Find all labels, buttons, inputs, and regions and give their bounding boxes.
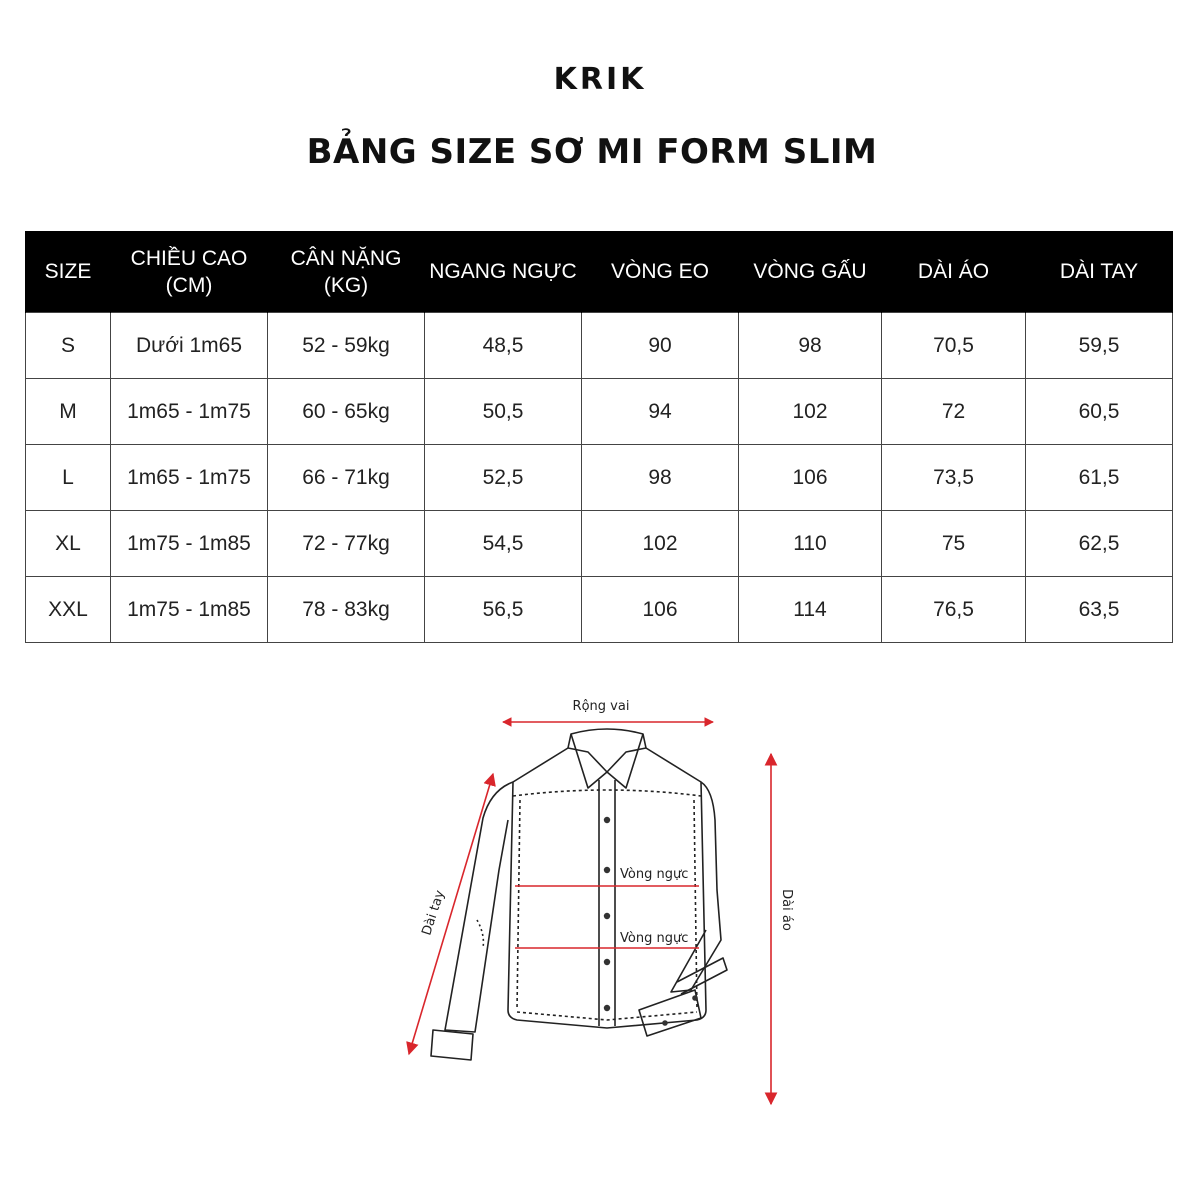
table-cell: 72 - 77kg <box>268 511 425 577</box>
shirt-outline <box>431 729 727 1060</box>
table-cell: 1m65 - 1m75 <box>111 379 268 445</box>
table-cell: 102 <box>739 379 882 445</box>
table-row <box>26 577 1173 643</box>
sleeve-length-arrow <box>409 774 493 1054</box>
column-header-text: DÀI ÁO <box>917 260 990 283</box>
button-5 <box>604 1005 610 1011</box>
button-4 <box>604 959 610 965</box>
waist-label: Vòng ngực <box>620 931 689 946</box>
table-cell: 90 <box>582 313 739 379</box>
body-length-label: Dài áo <box>779 889 794 931</box>
table-cell: Dưới 1m65 <box>111 313 268 379</box>
table-cell: 61,5 <box>1026 445 1173 511</box>
column-header <box>882 231 1026 313</box>
table-cell: 1m75 - 1m85 <box>111 577 268 643</box>
table-header-row <box>26 231 1173 313</box>
table-cell: 54,5 <box>425 511 582 577</box>
table-cell: 102 <box>582 511 739 577</box>
column-header-text: NGANG NGỰC <box>429 260 577 283</box>
page-title: BẢNG SIZE SƠ MI FORM SLIM <box>306 132 878 172</box>
table-cell: 76,5 <box>882 577 1026 643</box>
table-cell: 52 - 59kg <box>268 313 425 379</box>
table-cell: 94 <box>582 379 739 445</box>
table-cell: 1m65 - 1m75 <box>111 445 268 511</box>
table-cell: 62,5 <box>1026 511 1173 577</box>
table-cell: 106 <box>582 577 739 643</box>
chest-label: Vòng ngực <box>620 867 689 882</box>
column-header-text: CHIỀU CAO <box>130 246 248 270</box>
table-cell: 114 <box>739 577 882 643</box>
table-cell: 72 <box>882 379 1026 445</box>
table-cell: M <box>26 379 111 445</box>
column-header <box>739 231 882 313</box>
column-header-text: DÀI TAY <box>1059 260 1139 283</box>
column-header-text: VÒNG GẤU <box>753 260 867 283</box>
table-cell: 98 <box>739 313 882 379</box>
table-cell: 60 - 65kg <box>268 379 425 445</box>
size-table <box>25 231 1173 643</box>
table-row <box>26 313 1173 379</box>
button-3 <box>604 913 610 919</box>
table-cell: 59,5 <box>1026 313 1173 379</box>
column-header-text: VÒNG EO <box>610 260 710 283</box>
column-header <box>425 231 582 313</box>
table-cell: XXL <box>26 577 111 643</box>
table-cell: 1m75 - 1m85 <box>111 511 268 577</box>
cuff-button <box>662 1020 668 1026</box>
table-row <box>26 379 1173 445</box>
shoulder-width-label: Rộng vai <box>572 699 630 714</box>
table-row <box>26 511 1173 577</box>
table-cell: 50,5 <box>425 379 582 445</box>
column-header <box>268 231 425 313</box>
table-cell: 110 <box>739 511 882 577</box>
table-cell: L <box>26 445 111 511</box>
table-cell: 56,5 <box>425 577 582 643</box>
brand-logo: KRIK <box>553 62 647 97</box>
table-cell: 98 <box>582 445 739 511</box>
column-header <box>1026 231 1173 313</box>
column-header-text: (CM) <box>165 273 213 297</box>
measurement-arrows <box>409 722 771 1104</box>
table-cell: 52,5 <box>425 445 582 511</box>
table-row <box>26 445 1173 511</box>
table-cell: 78 - 83kg <box>268 577 425 643</box>
sleeve-length-label: Dài tay <box>419 888 448 938</box>
table-cell: 106 <box>739 445 882 511</box>
table-cell: 75 <box>882 511 1026 577</box>
button-2 <box>604 867 610 873</box>
column-header <box>26 231 111 313</box>
table-cell: 60,5 <box>1026 379 1173 445</box>
table-cell: 66 - 71kg <box>268 445 425 511</box>
column-header <box>111 231 268 313</box>
column-header-text: SIZE <box>44 260 92 283</box>
table-cell: S <box>26 313 111 379</box>
table-cell: 48,5 <box>425 313 582 379</box>
column-header <box>582 231 739 313</box>
shirt-diagram-svg <box>395 690 815 1130</box>
column-header-text: (KG) <box>323 273 369 297</box>
cuff-button-2 <box>692 995 698 1001</box>
table-body <box>26 313 1173 643</box>
table-cell: 70,5 <box>882 313 1026 379</box>
shirt-measurement-diagram <box>395 690 815 1135</box>
table-cell: XL <box>26 511 111 577</box>
column-header-text: CÂN NẶNG <box>290 246 402 270</box>
button-1 <box>604 817 610 823</box>
table-cell: 63,5 <box>1026 577 1173 643</box>
table-cell: 73,5 <box>882 445 1026 511</box>
